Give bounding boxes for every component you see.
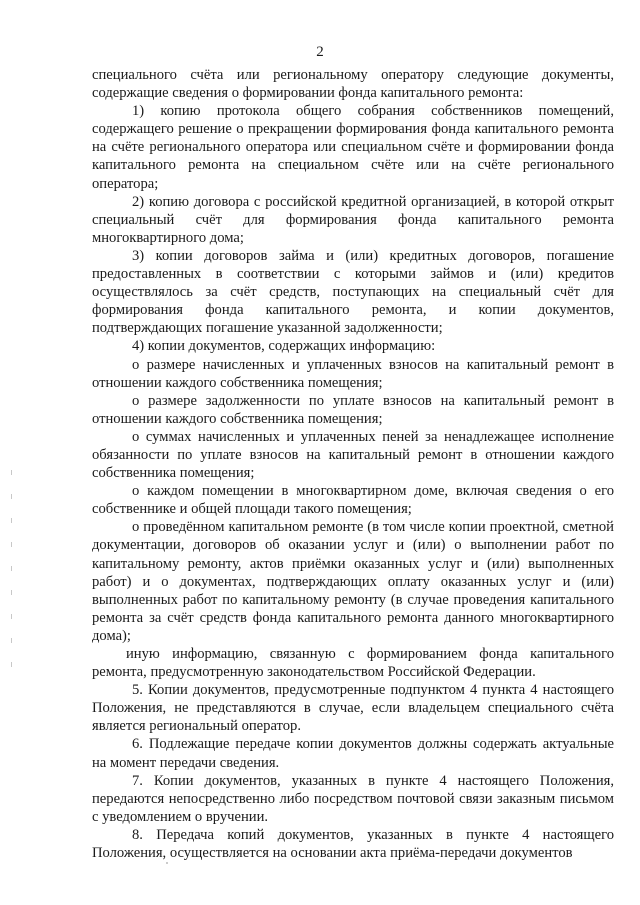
paragraph: 1) копию протокола общего собрания собственников помещений, содержащего решение о прекращении формирования фонда капитального ремонта на счёте регионального оператора или специальном счёте и формировании фонда капитального ремонта на специальном счёте или на счёте регионального оператора; [92, 103, 614, 192]
paragraph: 5. Копии документов, предусмотренные подпунктом 4 пункта 4 настоящего Положения, не представляются в случае, если владельцем специального счёта является региональный оператор. [92, 682, 614, 735]
paragraph: о проведённом капитальном ремонте (в том числе копии проектной, сметной документации, договоров об оказании услуг и (или) о выполнении работ по капитальному ремонту, актов приёмки оказанных услуг и (или) выполненных работ) и о документах, подтверждающих оплату оказанных услуг и (или) выполненных работ по капитальному ремонту (в случае проведения капитального ремонта за счёт средств фонда капитального ремонта данного многоквартирного дома); [92, 519, 614, 644]
paragraph: 2) копию договора с российской кредитной организацией, в которой открыт специальный счёт для формирования фонда капитального ремонта многоквартирного дома; [92, 193, 614, 246]
document-body [92, 66, 614, 862]
scan-edge-marks [10, 470, 14, 700]
paragraph: 7. Копии документов, указанных в пункте 4 настоящего Положения, передаются непосредственно либо посредством почтовой связи заказным письмом с уведомлением о вручении. [92, 772, 614, 825]
paragraph: 8. Передача копий документов, указанных в пункте 4 настоящего Положения, осуществляется на основании акта приёма-передачи документов [92, 826, 614, 862]
paragraph: 6. Подлежащие передаче копии документов должны содержать актуальные на момент передачи сведения. [92, 736, 614, 771]
paragraph: о суммах начисленных и уплаченных пеней за ненадлежащее исполнение обязанности по уплате взносов на капитальный ремонт в отношении каждого собственника помещения; [92, 428, 614, 482]
paragraph: 4) копии документов, содержащих информацию: [132, 338, 436, 355]
paragraph: о размере начисленных и уплаченных взносов на капитальный ремонт в отношении каждого собственника помещения; [92, 356, 614, 391]
page-number: 2 [316, 44, 324, 60]
scan-speck [166, 862, 168, 864]
paragraph: 3) копии договоров займа и (или) кредитных договоров, погашение предоставленных в соответствии с которыми займов и (или) кредитов осуществлялось за счёт средств, поступающих на специальный счёт для формирования фонда капитального ремонта, и копии документов, подтверждающих погашение указанной задолженности; [92, 247, 614, 337]
paragraph: специального счёта или региональному оператору следующие документы, содержащие сведения о формировании фонда капитального ремонта: [92, 67, 614, 102]
paragraph: иную информацию, связанную с формированием фонда капитального ремонта, предусмотренную законодательством Российской Федерации. [92, 646, 614, 681]
paragraph: о каждом помещении в многоквартирном доме, включая сведения о его собственнике и общей площади такого помещения; [92, 483, 614, 518]
paragraph: о размере задолженности по уплате взносов на капитальный ремонт в отношении каждого собственника помещения; [92, 392, 614, 427]
